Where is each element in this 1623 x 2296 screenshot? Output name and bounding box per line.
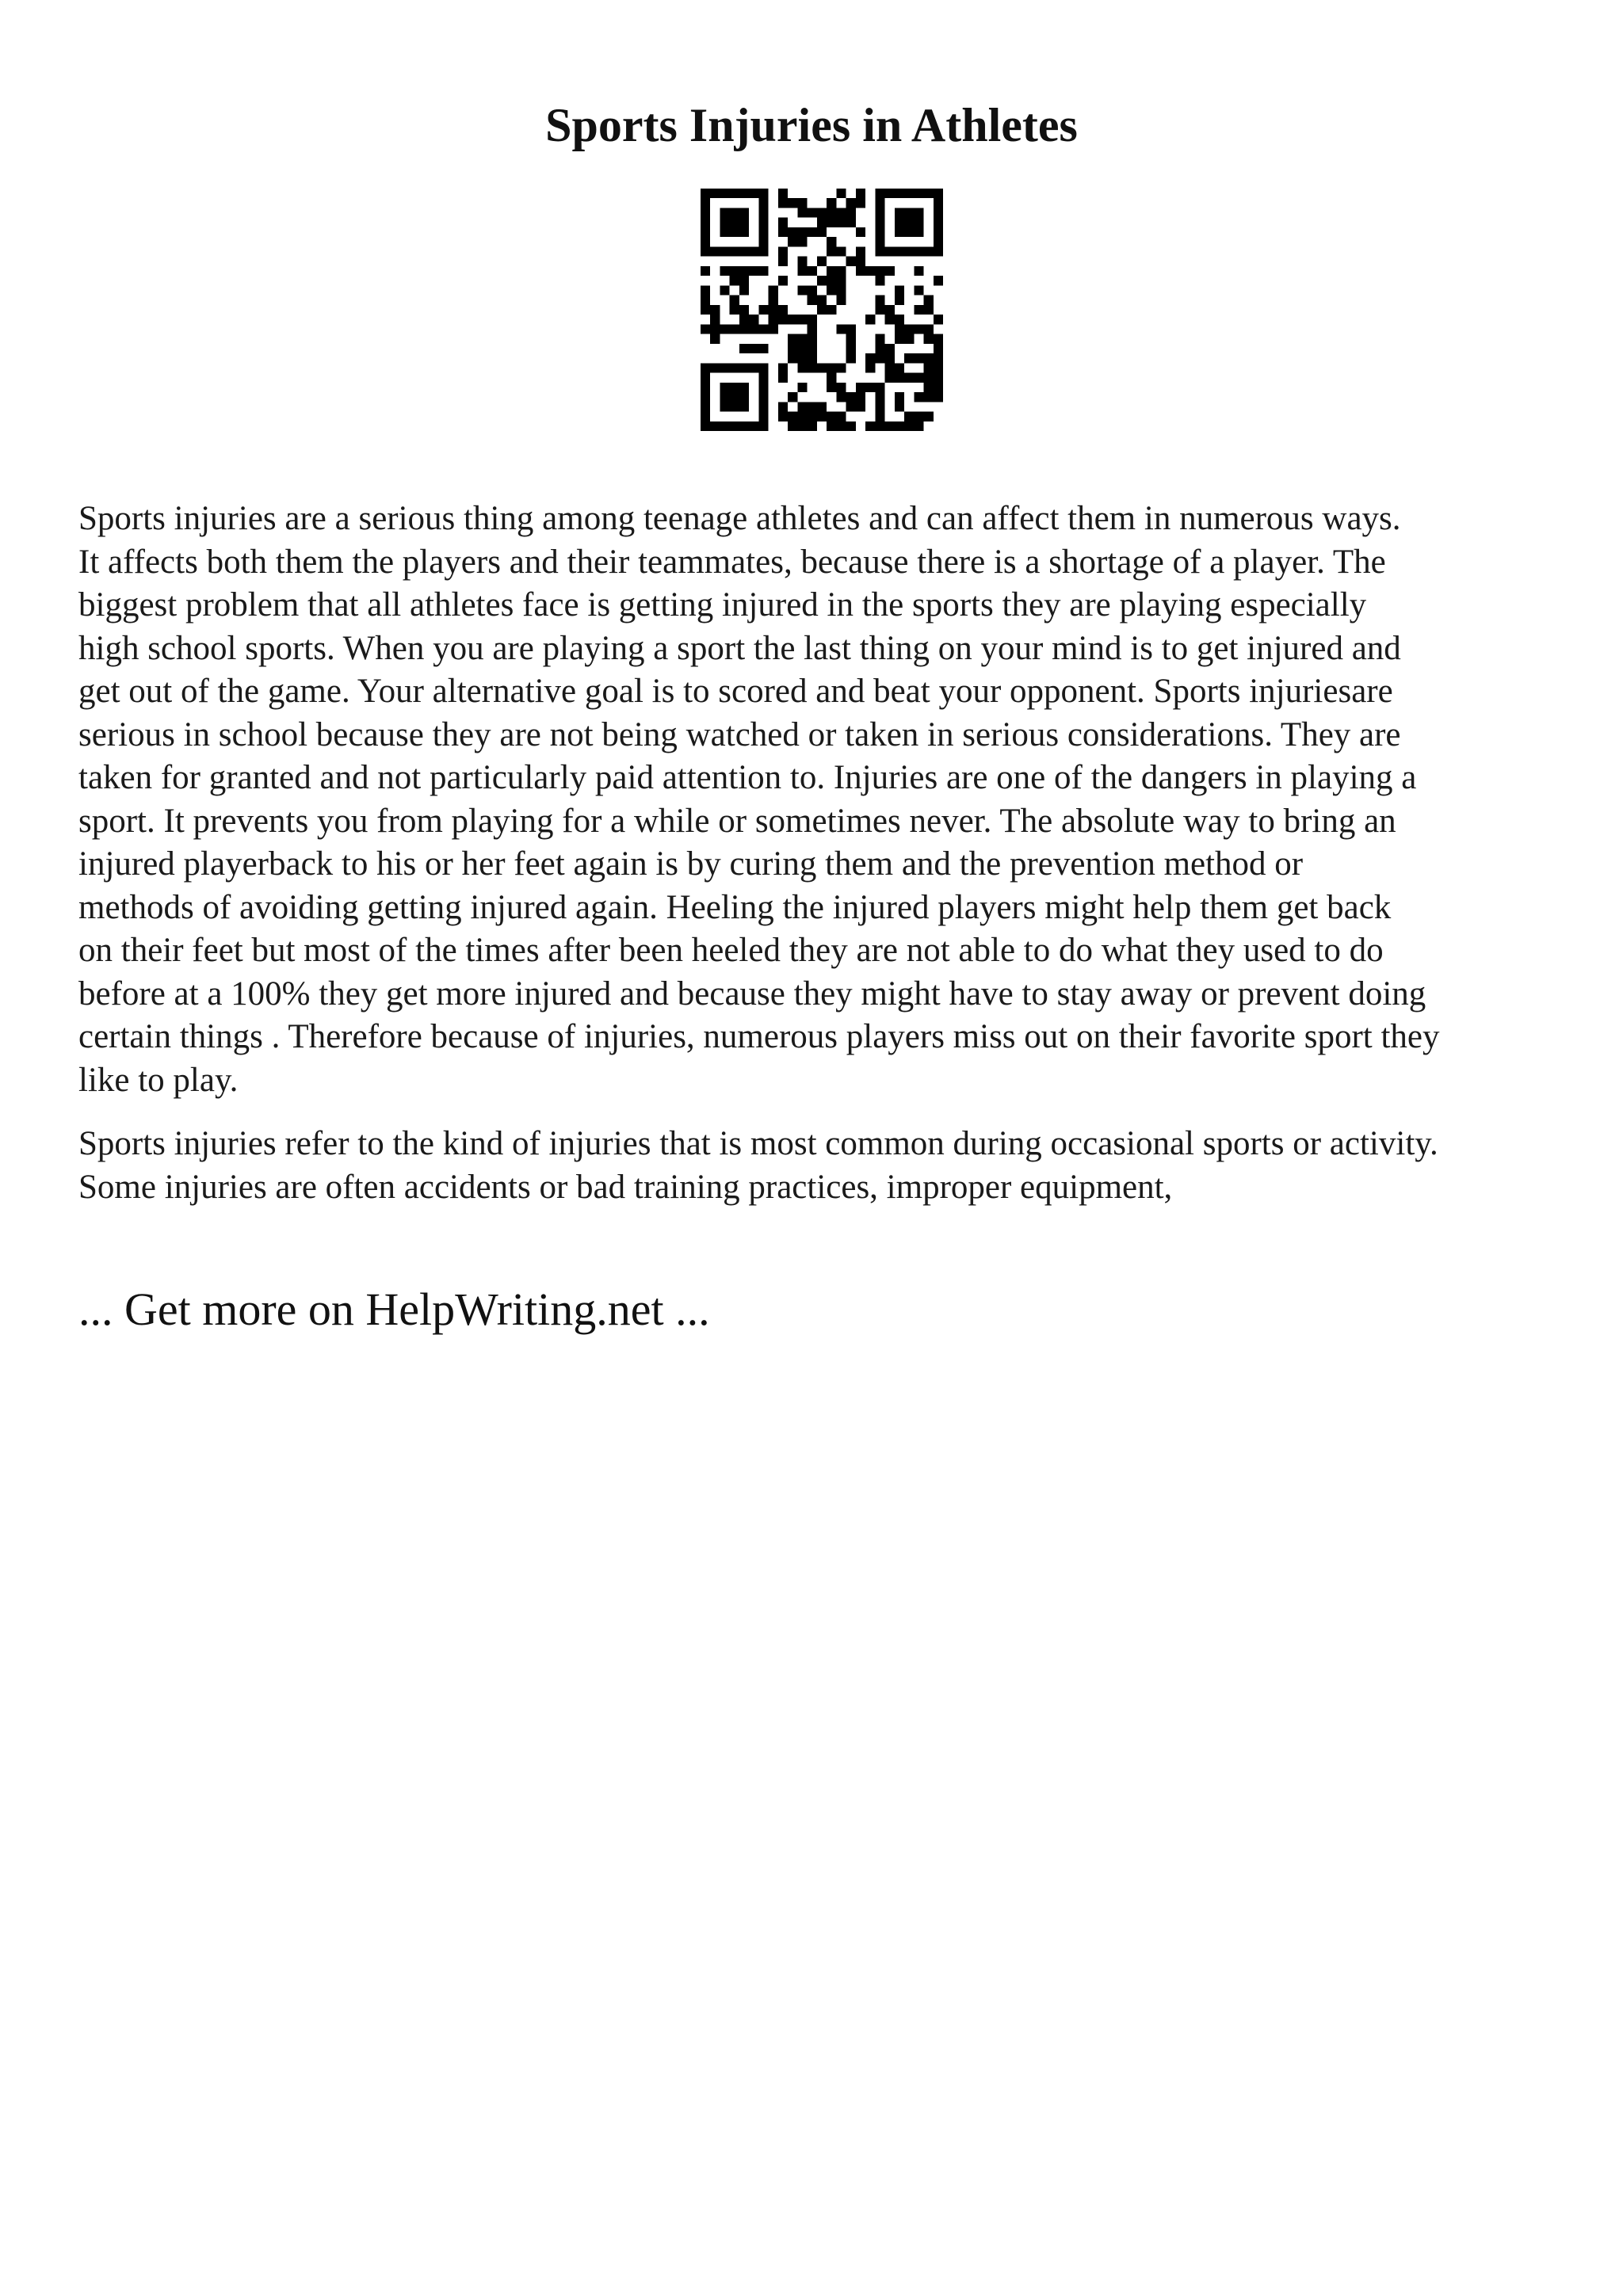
paragraph-2: Sports injuries refer to the kind of injuries that is most common during occasional sports or activity. Some injuries are often accidents or bad training practices, improper equipment, <box>78 1125 1438 1206</box>
get-more-link[interactable]: ... Get more on HelpWriting.net ... <box>78 1283 710 1335</box>
qr-code-graphic <box>701 189 943 431</box>
document-title: Sports Injuries in Athletes <box>545 99 1078 151</box>
document-body <box>78 498 1568 1209</box>
qr-code-icon <box>701 189 943 431</box>
paragraph-1: Sports injuries are a serious thing among teenage athletes and can affect them in numerous ways. It affects both them the players and their teammates, because there is a shortage of a player. The biggest problem that all athletes face is getting injured in the sports they are playing especially high school sports. When you are playing a sport the last thing on your mind is to get injured and get out of the game. Your alternative goal is to scored and beat your opponent. Sports injuriesare serious in school because they are not being watched or taken in serious considerations. They are taken for granted and not particularly paid attention to. Injuries are one of the dangers in playing a sport. It prevents you from playing for a while or sometimes never. The absolute way to bring an injured playerback to his or her feet again is by curing them and the prevention method or methods of avoiding getting injured again. Heeling the injured players might help them get back on their feet but most of the times after been heeled they are not able to do what they used to do before at a 100% they get more injured and because they might have to stay away or prevent doing certain things . Therefore because of injuries, numerous players miss out on their favorite sport they like to play. <box>78 500 1440 1099</box>
